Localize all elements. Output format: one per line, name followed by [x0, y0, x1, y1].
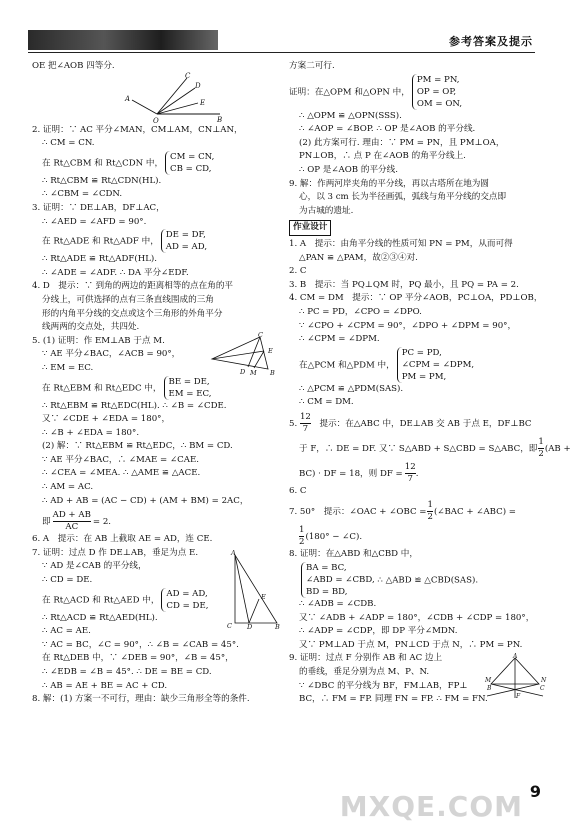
text-line: 3. 证明：∵ DE⊥AB，DF⊥AC， [32, 202, 165, 213]
text-line: ∴ CM = DM. [299, 397, 354, 408]
text-line: 在 Rt△DEB 中，∵ ∠DEB = 90°，∠B = 45°， [42, 653, 234, 664]
text-line: 分线上，可供选择的点有三条直线围成的三角 [42, 294, 214, 305]
text-span: CB = CD, [170, 163, 212, 174]
text-line: 3. B 提示：当 PQ⊥QM 时，PQ 最小，且 PQ = PA = 2. [289, 279, 519, 290]
q5-block [32, 330, 287, 534]
equation-system [164, 376, 212, 400]
fraction-half [299, 525, 304, 548]
svg-text:C: C [540, 685, 545, 693]
text-line: 方案二可行. [289, 61, 335, 71]
svg-text:E: E [200, 98, 206, 107]
watermark: MXQE.COM [339, 790, 523, 823]
equation-system [161, 588, 208, 612]
text-line: BC，∴ FM = FP. 同理 FN = FP. ∴ FM = FN. [299, 694, 488, 705]
text-line: 9. 解：作两河岸夹角的平分线，再以古塔所在地为圆 [289, 178, 489, 189]
text-line: ∴ AC = AE. [42, 626, 91, 637]
text-line: 2. C [289, 266, 307, 277]
text-line [32, 229, 287, 253]
text-span: ∠CPM = ∠DPM, [401, 359, 475, 370]
equation-system [161, 229, 207, 253]
text-span: BD = BD, [306, 587, 348, 598]
text-span: ∴ △ABD ≌ △CBD(SAS). [377, 575, 479, 586]
text-line: 6. A 提示：在 AB 上截取 AE = AD，连 CE. [32, 534, 213, 545]
text-span: BE = DE, [168, 376, 210, 387]
text-line [289, 498, 544, 523]
text-span: DE = DF, [165, 230, 206, 241]
header-rule [28, 52, 535, 53]
text-line: 6. C [289, 485, 307, 496]
section-heading: 作业设计 [289, 220, 331, 236]
text-line: ∴ △OPM ≌ △OPN(SSS). [299, 110, 402, 121]
right-column [289, 60, 571, 707]
text-line: 又∵ ∠CDE + ∠EDA = 180°， [42, 414, 171, 425]
text-line: △PAN ≌ △PAM，故②③④对. [299, 252, 418, 263]
text-span: 在 Rt△ACD 和 Rt△AED 中， [42, 595, 160, 606]
fraction-numerator: 1 [299, 525, 305, 536]
text-line: 的垂线，垂足分别为点 M、P、N. [299, 667, 430, 678]
svg-text:F: F [516, 693, 521, 701]
text-line: BC) · DF = 18，则 DF = $\frac{12}{7}$ . [299, 461, 419, 484]
text-line: ∴ EM = EC. [42, 362, 94, 373]
figure-triangle-q9 [485, 654, 547, 700]
svg-text:B: B [270, 368, 275, 377]
text-line [289, 74, 544, 110]
text-line: 形的内角平分线的交点或这个三角形的外角平分 [42, 308, 223, 319]
text-line: ∵ AE 平分∠BAC，∴ ∠MAE = ∠CAE. [42, 454, 199, 465]
text-span: AD = AD, [165, 242, 208, 253]
fraction-numerator: 12 [404, 461, 416, 472]
text-span: AD = AD, [166, 588, 208, 599]
text-line: ∴ Rt△ACD ≌ Rt△AED(HL). [42, 612, 158, 623]
svg-text:D: D [195, 81, 201, 90]
text-span: (AB + [544, 443, 571, 454]
text-line: ∴ AM = AC. [42, 482, 94, 493]
text-line: (2) 解：∵ Rt△EBM ≌ Rt△EDC，∴ BM = CD. [42, 441, 233, 452]
text-line: PN⊥OB，∴ 点 P 在∠AOB 的角平分线上. [299, 151, 466, 162]
equation-system [165, 151, 214, 175]
text-span: 在△PCM 和△PDM 中， [299, 360, 395, 371]
text-line: 又∵ PM⊥AD 于点 M，PN⊥CD 于点 N，∴ PM = PN. [299, 639, 523, 650]
text-line: ∴ AD + AB = (AC − CD) + (AM + BM) = 2AC， [42, 495, 249, 506]
fraction-numerator: 12 [299, 411, 311, 422]
text-line [32, 508, 287, 533]
q7-block [32, 547, 287, 693]
text-line [32, 151, 287, 175]
figure-right-triangle-q7 [227, 549, 282, 629]
fraction-numerator: 1 [427, 500, 433, 511]
svg-text:D: D [240, 367, 246, 376]
page-number: 9 [529, 782, 541, 801]
svg-text:D: D [247, 622, 253, 631]
text-span: CM = CN, [170, 151, 215, 162]
svg-text:C: C [258, 330, 263, 339]
text-line: ∴ ∠AED = ∠AFD = 90°. [42, 216, 147, 227]
text-line: ∴ Rt△CBM ≌ Rt△CDN(HL). [42, 175, 162, 186]
fraction-denominator: AC [65, 522, 79, 533]
text-line: 又∵ ∠ADB + ∠ADP = 180°，∠CDB + ∠CDP = 180°， [299, 612, 535, 623]
text-line: 4. D 提示：∵ 到角的两边的距离相等的点在角的平 [32, 281, 234, 292]
text-line: ∴ ∠ADE = ∠ADF. ∴ DA 平分∠EDF. [42, 267, 189, 278]
svg-text:M: M [485, 677, 492, 685]
text-line: ∵ ∠DBC 的平分线为 BF，FM⊥AB，FP⊥ [299, 680, 468, 691]
text-span: ∠ABD = ∠CBD, [306, 575, 375, 586]
text-line [32, 376, 287, 400]
text-line [289, 435, 571, 460]
text-span: 7. 50° 提示：∠OAC + ∠OBC = [289, 507, 427, 518]
text-line: ∴ CD = DE. [42, 575, 93, 586]
text-line: ∴ ∠AOP = ∠BOP. ∴ OP 是∠AOB 的平分线. [299, 124, 476, 135]
text-line: 心，以 3 cm 长为半径画弧，弧线与角平分线的交点即 [299, 192, 507, 203]
fraction-denominator: 2 [538, 448, 544, 459]
text-span: BC) · DF = 18，则 DF = [299, 468, 403, 479]
fraction-half [538, 437, 543, 460]
text-line: ∴ AB = AE + BE = AC + CD. [42, 680, 168, 691]
text-line: 线两两的交点处，共四处. [42, 322, 140, 333]
svg-text:A: A [231, 548, 236, 557]
fraction-denominator: 7 [407, 473, 413, 484]
svg-text:A: A [513, 653, 518, 661]
text-span: 证明：在△OPM 和△OPN 中， [289, 87, 410, 98]
page-header [0, 0, 563, 50]
text-line: (2) 此方案可行. 理由：∵ PM = PN，且 PM⊥OA， [299, 137, 505, 148]
text-span: OM = ON, [416, 98, 463, 109]
text-span: (∠BAC + ∠ABC) = [433, 507, 516, 518]
text-line: 5. (1) 证明：作 EM⊥AB 于点 M. [32, 335, 165, 346]
text-line: ∵ AC = BC，∠C = 90°，∴ ∠B = ∠CAB = 45°. [42, 639, 239, 650]
text-line: 8. 解：(1) 方案一不可行，理由：缺少三角形全等的条件. [32, 694, 250, 705]
text-line [289, 562, 544, 598]
text-line: ∴ ∠ADP = ∠CDP，即 DP 平分∠MDN. [299, 626, 458, 637]
equation-system [397, 347, 474, 383]
text-span: PM = PM, [401, 371, 447, 382]
fraction-denominator: 2 [299, 537, 305, 548]
text-span: 提示：在△ABC 中，DE⊥AB 交 AB 于点 E，DF⊥BC [319, 418, 532, 429]
fraction [53, 510, 91, 533]
text-line: OE 把∠AOB 四等分. [32, 61, 115, 71]
text-span: PM = PN, [416, 74, 460, 85]
header-title: 参考答案及提示 [449, 35, 533, 48]
text-span: CD = DE, [166, 600, 209, 611]
svg-text:C: C [185, 71, 191, 80]
svg-text:M: M [250, 368, 257, 377]
text-line: ∴ OP 是∠AOB 的平分线. [299, 164, 398, 175]
fraction-half [427, 500, 432, 523]
text-line: ∴ ∠B + ∠EDA = 180°. [42, 427, 140, 438]
text-span: BA = BC, [306, 563, 347, 574]
left-column [32, 60, 287, 707]
svg-text:A: A [125, 94, 131, 103]
text-span: = 2. [92, 517, 112, 528]
text-line: 1. A 提示：由角平分线的性质可知 PN = PM，从而可得 [289, 238, 513, 249]
text-span: 即 [42, 517, 51, 528]
text-span: EM = EC, [168, 388, 212, 399]
text-span: 在 Rt△ADE 和 Rt△ADF 中， [42, 236, 159, 247]
text-line: ∵ AE 平分∠BAC，∠ACB = 90°， [42, 349, 181, 360]
text-line: ∴ ∠CBM = ∠CDN. [42, 189, 123, 200]
text-line: ∴ ∠ADB = ∠CDB. [299, 599, 377, 610]
q9-block [289, 652, 547, 706]
text-line: ∴ ∠EDB = ∠B = 45°. ∴ DE = BE = CD. [42, 667, 212, 677]
fraction-denominator: 7 [302, 423, 309, 434]
equation-system [412, 74, 462, 110]
text-line [289, 523, 544, 548]
text-span: (180° − ∠C). [305, 532, 363, 543]
text-line: 5. $\frac{12}{7}$ 提示：在△ABC 中，DE⊥AB 交 AB 于点 E，DF⊥BC [289, 411, 532, 434]
text-line [289, 347, 544, 383]
text-line: 7. 证明：过点 D 作 DE⊥AB，垂足为点 E. [32, 547, 199, 558]
text-line: 为古城的遗址. [299, 205, 354, 216]
text-line: ∴ △PCM ≌ △PDM(SAS). [299, 383, 404, 394]
text-span: OP = OP, [416, 86, 457, 97]
text-line: ∴ PC = PD，∠CPO = ∠DPO. [299, 306, 422, 317]
text-line: ∴ CM = CN. [42, 138, 95, 149]
text-line: ∴ Rt△EBM ≌ Rt△EDC(HL). ∴ ∠B = ∠CDE. [42, 400, 227, 411]
text-span: 在 Rt△CBM 和 Rt△CDN 中， [42, 158, 164, 169]
svg-text:E: E [261, 592, 266, 601]
text-line: 2. 证明：∵ AC 平分∠MAN，CM⊥AM，CN⊥AN， [32, 124, 243, 135]
text-line: ∵ ∠CPO + ∠CPM = 90°，∠DPO + ∠DPM = 90°， [299, 320, 517, 331]
svg-text:C: C [227, 621, 232, 630]
fraction-numerator: 1 [538, 436, 544, 447]
text-span: PC = PD, [401, 347, 442, 358]
svg-text:B: B [217, 115, 223, 124]
text-line: ∵ AD 是∠CAB 的平分线， [42, 561, 147, 572]
svg-text:B: B [275, 622, 280, 631]
section-heading-line [289, 218, 544, 238]
svg-text:O: O [153, 116, 159, 125]
fraction-denominator: 2 [427, 512, 433, 523]
figure-triangle-q5 [210, 331, 280, 376]
text-span: 于 F，∴ DE = DF. 又∵ S△ABD + S△CBD = S△ABC，即 [299, 443, 538, 454]
text-line: 4. CM = DM 提示：∵ OP 平分∠AOB，PC⊥OA，PD⊥OB， [289, 293, 543, 304]
header-banner [28, 30, 218, 50]
equation-system [301, 562, 375, 598]
text-line: ∴ ∠CPM = ∠DPM. [299, 334, 380, 345]
svg-text:N: N [541, 677, 547, 685]
svg-text:B: B [487, 685, 492, 693]
text-line: 8. 证明：在△ABD 和△CBD 中， [289, 549, 418, 560]
svg-text:E: E [268, 346, 273, 355]
figure-angle-bisectors [32, 71, 282, 125]
fraction [405, 462, 416, 485]
text-line: ∴ Rt△ADE ≌ Rt△ADF(HL). [42, 254, 157, 265]
fraction [300, 412, 311, 435]
fraction-numerator: AD + AB [52, 510, 91, 521]
text-span: 在 Rt△EBM 和 Rt△EDC 中， [42, 383, 162, 393]
text-line: ∴ ∠CEA = ∠MEA. ∴ △AME ≌ △ACE. [42, 468, 201, 479]
text-line: 9. 证明：过点 F 分别作 AB 和 AC 边上 [289, 653, 443, 664]
